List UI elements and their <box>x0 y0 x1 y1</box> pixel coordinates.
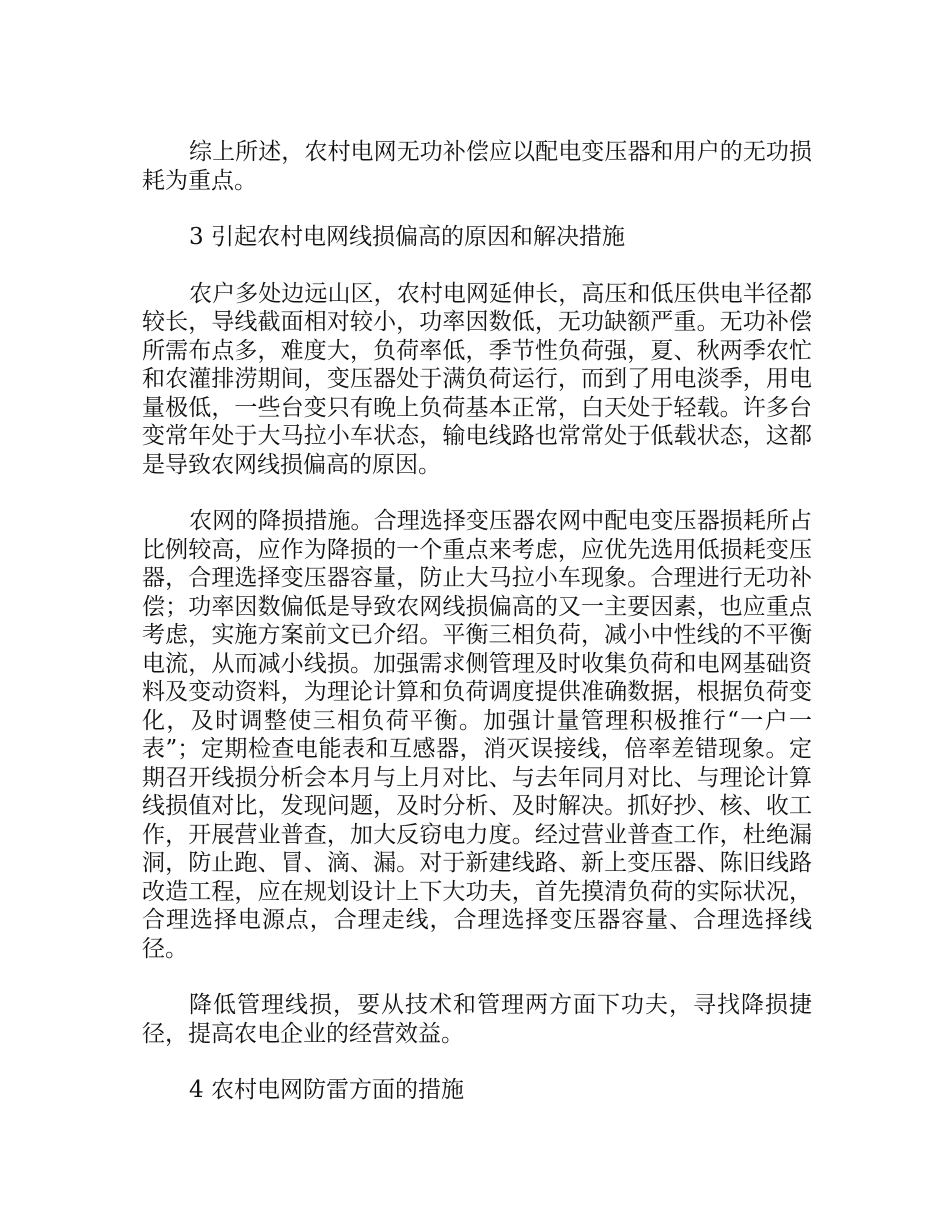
paragraph-measures: 农网的降损措施。合理选择变压器农网中配电变压器损耗所占比例较高，应作为降损的一个重点来考虑，应优先选用低损耗变压器，合理选择变压器容量，防止大马拉小车现象。合理进行无功补偿；功率因数偏低是导致农网线损偏高的又一主要因素，也应重点考虑，实施方案前文已介绍。平衡三相负荷，减小中性线的不平衡电流，从而减小线损。加强需求侧管理及时收集负荷和电网基础资料及变动资料，为理论计算和负荷调度提供准确数据，根据负荷变化，及时调整使三相负荷平衡。加强计量管理积极推行“一户一表”；定期检查电能表和互感器，消灭误接线，倍率差错现象。定期召开线损分析会本月与上月对比、与去年同月对比、与理论计算线损值对比，发现问题，及时分析、及时解决。抓好抄、核、收工作，开展营业普查，加大反窃电力度。经过营业普查工作，杜绝漏洞，防止跑、冒、滴、漏。对于新建线路、新上变压器、陈旧线路改造工程，应在规划设计上下大功夫，首先摸清负荷的实际状况，合理选择电源点，合理走线，合理选择变压器容量、合理选择线径。 <box>142 508 812 962</box>
paragraph-summary: 综上所述，农村电网无功补偿应以配电变压器和用户的无功损耗为重点。 <box>142 139 812 194</box>
paragraph-management-loss: 降低管理线损，要从技术和管理两方面下功夫，寻找降损捷径，提高农电企业的经营效益。 <box>142 992 812 1047</box>
paragraph-causes: 农户多处边远山区，农村电网延伸长，高压和低压供电半径都较长，导线截面相对较小，功率因数低，无功缺额严重。无功补偿所需布点多，难度大，负荷率低，季节性负荷强，夏、秋两季农忙和农灌排涝期间，变压器处于满负荷运行，而到了用电淡季，用电量极低，一些台变只有晚上负荷基本正常，白天处于轻载。许多台变常年处于大马拉小车状态，输电线路也常常处于低载状态，这都是导致农网线损偏高的原因。 <box>142 280 812 478</box>
section-heading-4: 4 农村电网防雷方面的措施 <box>189 1077 464 1103</box>
section-heading-3: 3 引起农村电网线损偏高的原因和解决措施 <box>189 224 625 250</box>
document-body <box>142 138 812 1133</box>
